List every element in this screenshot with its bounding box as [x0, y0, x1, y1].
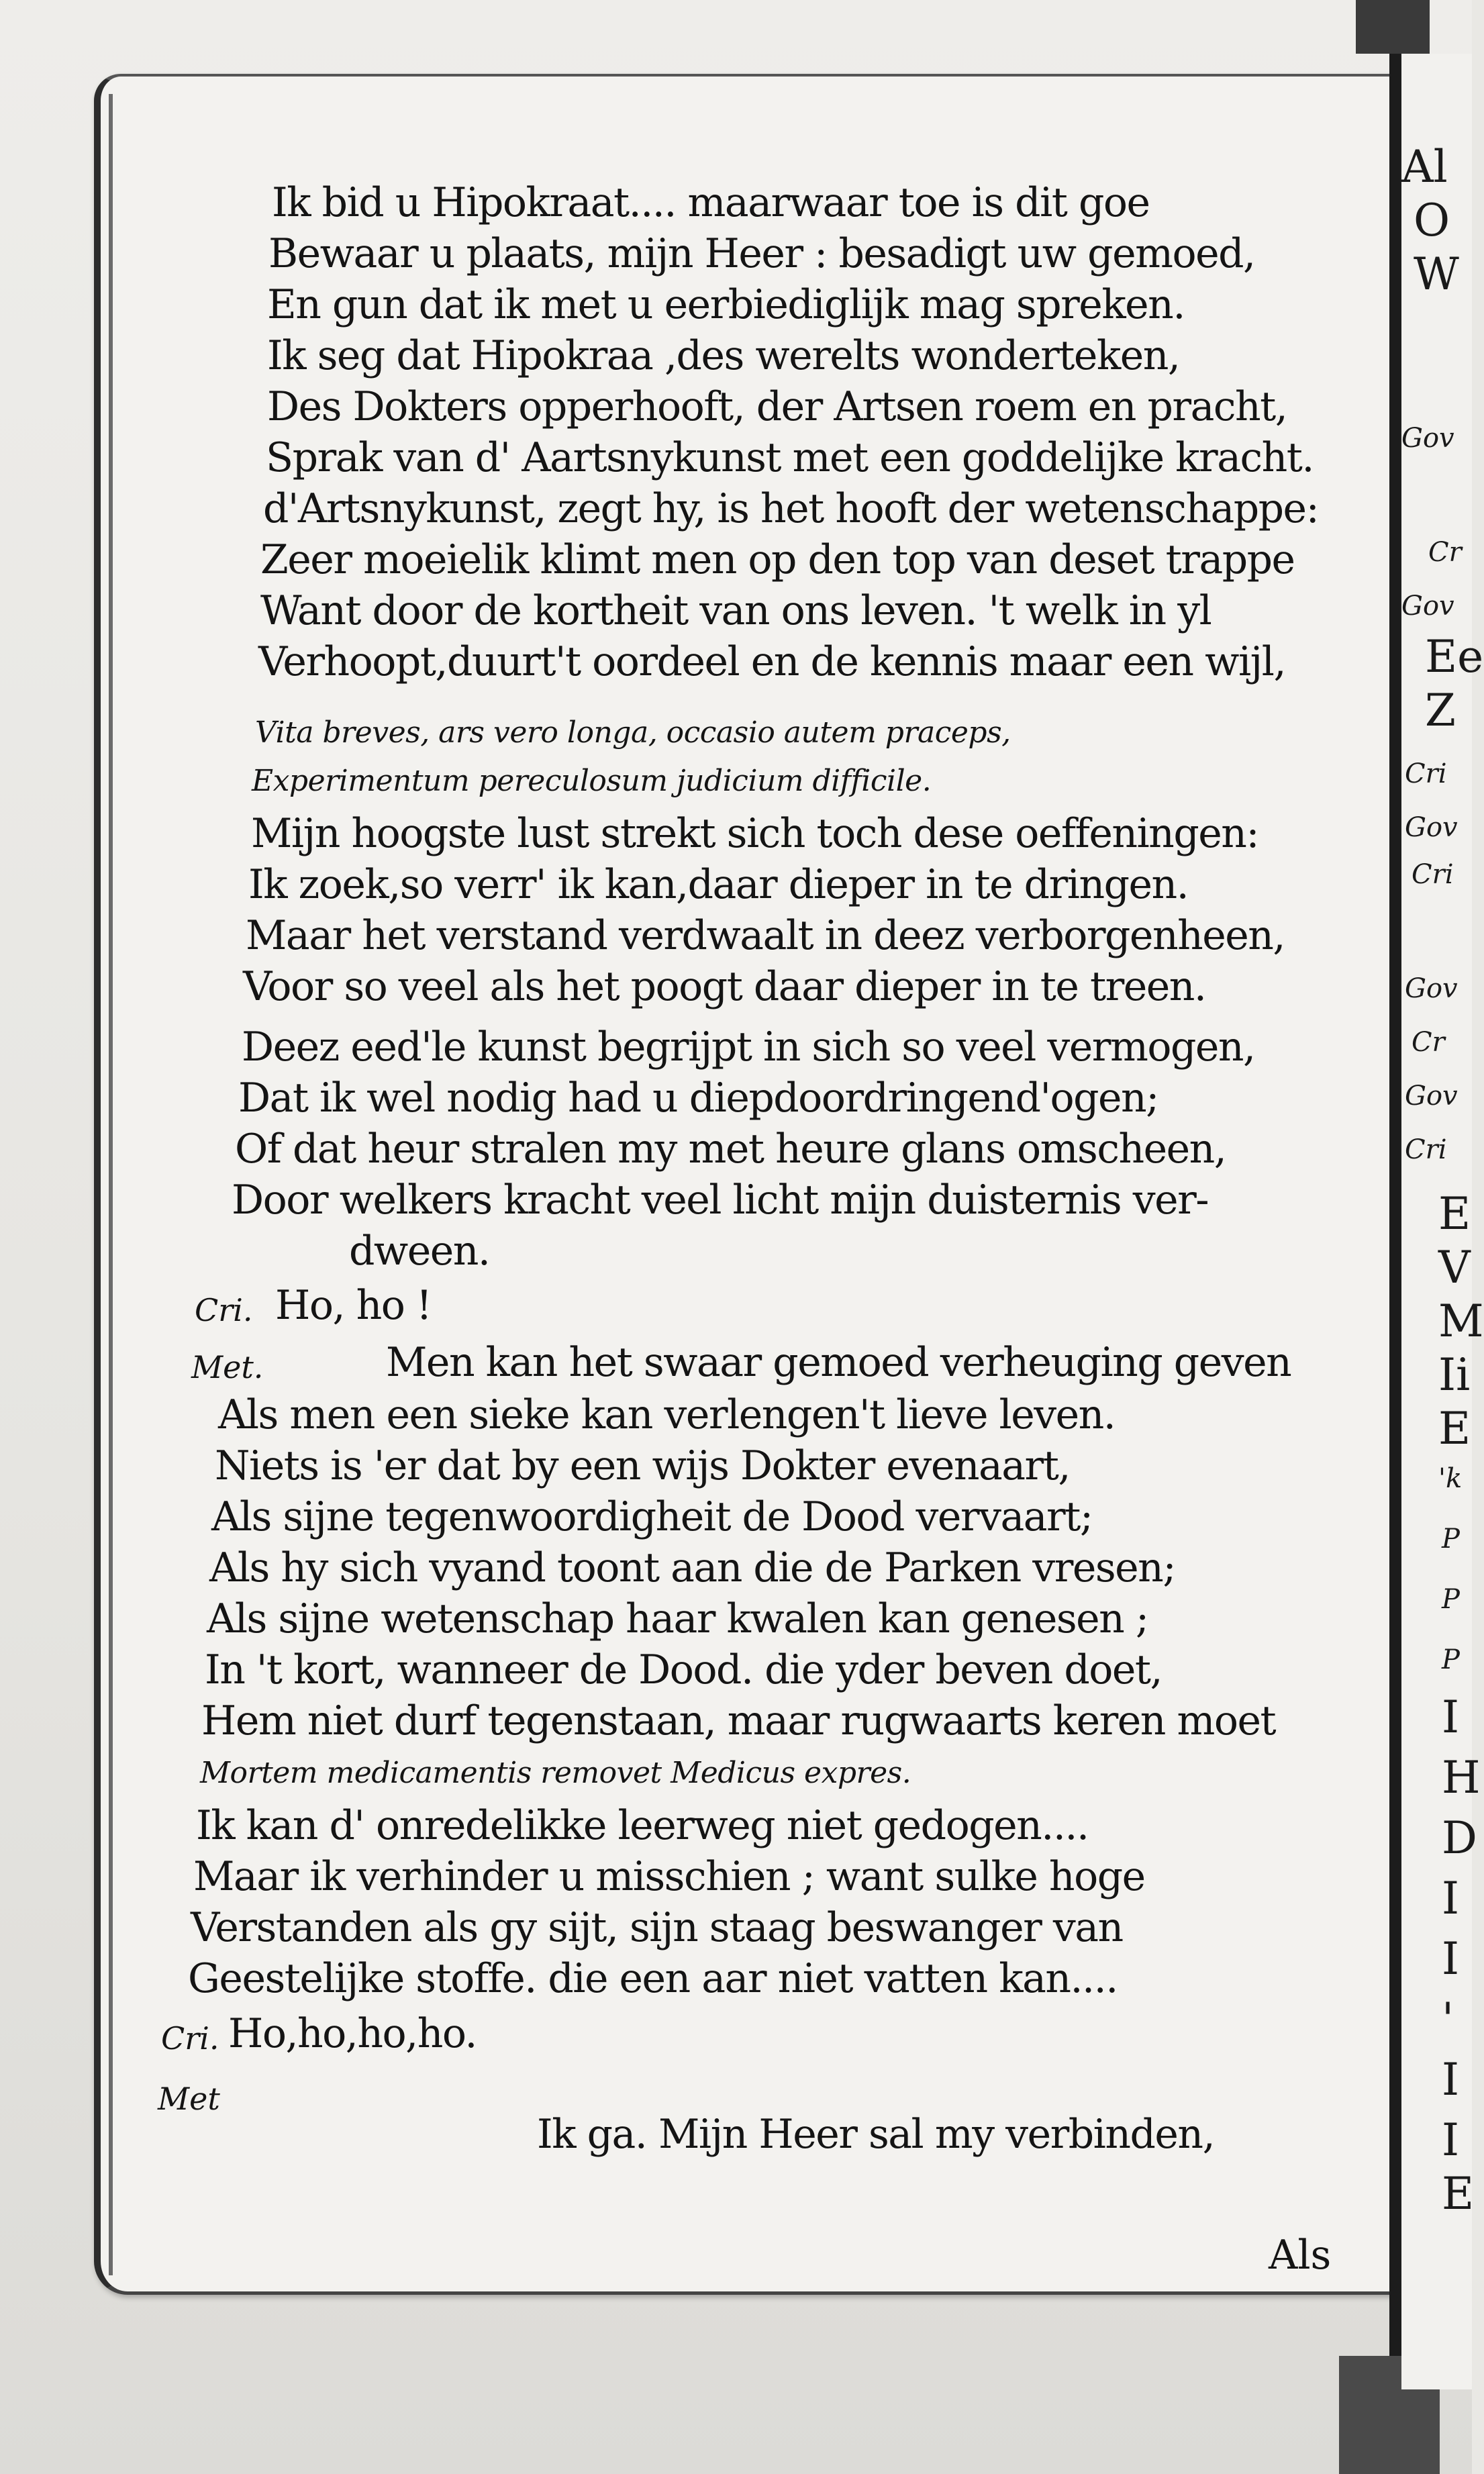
verse-line: En gun dat ik met u eerbiediglijk mag spreken.: [267, 281, 1185, 328]
verse-line: Verhoopt,duurt't oordeel en de kennis maar een wijl,: [258, 638, 1286, 685]
facing-page-fragment: Gov: [1401, 591, 1454, 622]
verse-line: d'Artsnykunst, zegt hy, is het hooft der wetenschappe:: [263, 485, 1319, 532]
facing-page-fragment: P: [1442, 1584, 1460, 1615]
verse-line: Deez eed'le kunst begrijpt in sich so veel vermogen,: [242, 1024, 1255, 1071]
verse-line: Maar ik verhinder u misschien ; want sulke hoge: [193, 1853, 1145, 1900]
facing-page-fragment: Cr: [1412, 1027, 1445, 1058]
facing-page-fragment: P: [1442, 1524, 1460, 1554]
verse-line: Als men een sieke kan verlengen't lieve leven.: [218, 1391, 1116, 1438]
speaker-label: Met: [158, 2081, 220, 2117]
facing-page-fragment: H: [1442, 1752, 1481, 1803]
verse-line: Ho, ho !: [275, 1282, 432, 1329]
verse-line: Ik zoek,so verr' ik kan,daar dieper in te dringen.: [248, 861, 1189, 908]
verse-line: Ik ga. Mijn Heer sal my verbinden,: [537, 2111, 1215, 2158]
facing-page-fragment: I: [1442, 1933, 1460, 1985]
verse-line: Als hy sich vyand toont aan die de Parken vresen;: [209, 1544, 1176, 1591]
facing-page-fragment: I: [1442, 1873, 1460, 1924]
speaker-label: Met.: [191, 1349, 264, 1385]
verse-line: Ho,ho,ho,ho.: [228, 2010, 477, 2057]
facing-page-fragment: D: [1442, 1812, 1477, 1864]
verse-line: Niets is 'er dat by een wijs Dokter evenaart,: [215, 1442, 1070, 1489]
facing-page-fragment: Cri: [1405, 1134, 1447, 1165]
facing-page-fragment: E: [1438, 1188, 1471, 1240]
verse-line: Maar het verstand verdwaalt in deez verborgenheen,: [246, 912, 1285, 959]
verse-line: Dat ik wel nodig had u diepdoordringend'ogen;: [238, 1075, 1158, 1122]
verse-line: Verstanden als gy sijt, sijn staag beswanger van: [191, 1904, 1123, 1951]
facing-page-fragment: Cri: [1405, 758, 1447, 789]
facing-page-fragment: Gov: [1405, 812, 1458, 843]
verse-line: Mijn hoogste lust strekt sich toch dese oeffeningen:: [251, 810, 1259, 857]
latin-quote: Mortem medicamentis removet Medicus expres.: [200, 1756, 911, 1790]
facing-page-fragment: P: [1442, 1644, 1460, 1675]
facing-page-fragment: M: [1438, 1295, 1484, 1347]
latin-quote: Vita breves, ars vero longa, occasio autem praceps,: [255, 715, 1011, 750]
verse-line: Des Dokters opperhooft, der Artsen roem en pracht,: [267, 383, 1287, 430]
facing-page-fragment: ': [1442, 1993, 1454, 2045]
verse-line: Men kan het swaar gemoed verheuging geven: [386, 1339, 1291, 1386]
facing-page-fragment: E: [1438, 1403, 1471, 1454]
facing-page-fragment: Ii: [1438, 1349, 1471, 1401]
verse-line: Want door de kortheit van ons leven. 't welk in yl: [260, 587, 1211, 634]
facing-page-fragment: Cr: [1428, 537, 1462, 568]
verse-line: Hem niet durf tegenstaan, maar rugwaarts keren moet: [201, 1697, 1276, 1744]
verse-line: Door welkers kracht veel licht mijn duisternis ver-: [232, 1177, 1209, 1224]
catchword: Als: [1269, 2232, 1332, 2279]
facing-page-fragment: I: [1442, 2114, 1460, 2166]
facing-page-fragment: 'k: [1438, 1463, 1463, 1494]
verse-line: Voor so veel als het poogt daar dieper in te treen.: [243, 963, 1206, 1010]
facing-page-fragment: Gov: [1401, 423, 1454, 454]
facing-page-fragment: O: [1414, 195, 1450, 246]
facing-page-fragment: Al: [1401, 141, 1448, 193]
facing-page-fragment: W: [1414, 248, 1459, 300]
facing-page-fragment: E: [1442, 2168, 1475, 2220]
facing-page-fragment: V: [1438, 1242, 1471, 1293]
speaker-label: Cri.: [195, 1292, 253, 1328]
facing-page-fragment: Ee: [1425, 631, 1484, 683]
speaker-label: Cri.: [161, 2020, 219, 2057]
verse-line: Ik seg dat Hipokraa ,des werelts wonderteken,: [267, 332, 1180, 379]
facing-page-fragment: Gov: [1405, 1081, 1458, 1111]
verse-line: Als sijne tegenwoordigheit de Dood vervaart;: [211, 1493, 1093, 1540]
facing-page-fragment: I: [1442, 2054, 1460, 2106]
verse-line: Ik kan d' onredelikke leerweg niet gedogen....: [196, 1802, 1089, 1849]
facing-page-fragment: Z: [1425, 685, 1456, 736]
verse-line: Zeer moeielik klimt men op den top van deset trappe: [260, 536, 1295, 583]
verse-line: Bewaar u plaats, mijn Heer : besadigt uw gemoed,: [268, 230, 1255, 277]
verse-line: In 't kort, wanneer de Dood. die yder beven doet,: [205, 1646, 1163, 1693]
latin-quote: Experimentum pereculosum judicium difficile.: [252, 764, 932, 798]
verse-line: Geestelijke stoffe. die een aar niet vatten kan....: [188, 1955, 1118, 2002]
facing-page-fragment: Gov: [1405, 973, 1458, 1004]
verse-line: Als sijne wetenschap haar kwalen kan genesen ;: [207, 1595, 1148, 1642]
verse-line: dween.: [349, 1228, 490, 1275]
facing-page-fragment: I: [1442, 1691, 1460, 1743]
facing-page-fragment: Cri: [1412, 859, 1454, 890]
verse-line: Sprak van d' Aartsnykunst met een goddelijke kracht.: [266, 434, 1314, 481]
verse-line: Of dat heur stralen my met heure glans omscheen,: [235, 1126, 1226, 1173]
verse-line: Ik bid u Hipokraat.... maarwaar toe is dit goe: [272, 179, 1150, 226]
